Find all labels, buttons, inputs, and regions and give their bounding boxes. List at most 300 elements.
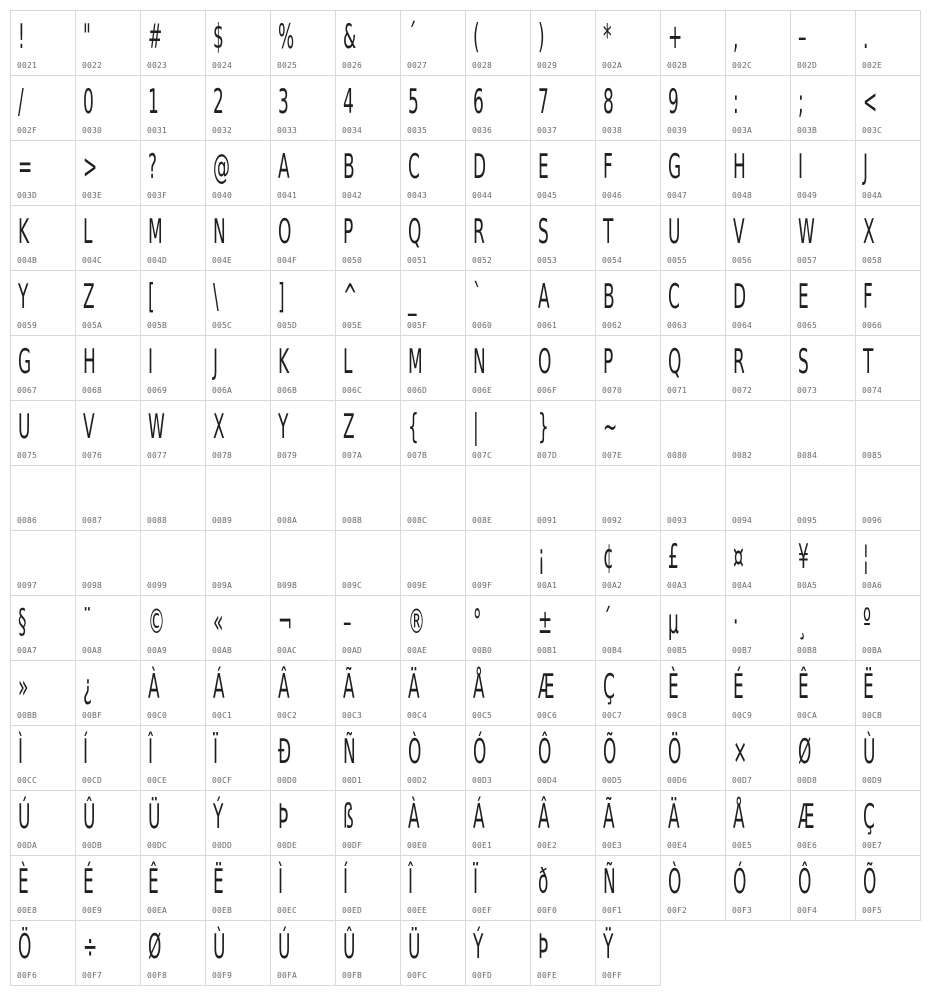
- glyph-cell: [530, 595, 596, 661]
- glyph-code-label: 007B: [407, 451, 428, 460]
- glyph-code-label: 0098: [82, 581, 103, 590]
- glyph-sample: `: [473, 277, 482, 317]
- glyph-sample: W: [148, 407, 165, 447]
- glyph-cell: [335, 790, 401, 856]
- glyph-cell: [660, 530, 726, 596]
- glyph-sample: ¸: [798, 602, 807, 642]
- glyph-cell: [595, 660, 661, 726]
- glyph-code-label: 0045: [537, 191, 558, 200]
- glyph-cell: [465, 530, 531, 596]
- glyph-cell: [790, 725, 856, 791]
- glyph-sample: C: [668, 277, 680, 317]
- glyph-cell: [270, 790, 336, 856]
- glyph-code-label: 003F: [147, 191, 168, 200]
- glyph-sample: Ô: [538, 732, 552, 772]
- glyph-sample: @: [213, 147, 230, 187]
- glyph-cell: [400, 140, 466, 206]
- glyph-code-label: 0047: [667, 191, 688, 200]
- glyph-cell: [335, 270, 401, 336]
- glyph-code-label: 00A3: [667, 581, 688, 590]
- glyph-code-label: 00EF: [472, 906, 493, 915]
- glyph-cell: [660, 400, 726, 466]
- glyph-sample: Ç: [863, 797, 875, 837]
- glyph-code-label: 0039: [667, 126, 688, 135]
- glyph-code-label: 007C: [472, 451, 493, 460]
- glyph-code-label: 0032: [212, 126, 233, 135]
- glyph-code-label: 006E: [472, 386, 493, 395]
- glyph-cell: [725, 465, 791, 531]
- glyph-sample: Ü: [148, 797, 161, 837]
- glyph-code-label: 0093: [667, 516, 688, 525]
- glyph-cell: [205, 400, 271, 466]
- glyph-sample: Ô: [798, 862, 812, 902]
- glyph-sample: Ä: [668, 797, 680, 837]
- glyph-sample: >: [83, 147, 98, 187]
- glyph-code-label: 0095: [797, 516, 818, 525]
- glyph-code-label: 00A1: [537, 581, 558, 590]
- glyph-sample: }: [538, 407, 549, 447]
- glyph-cell: [335, 140, 401, 206]
- glyph-sample: «: [213, 602, 224, 642]
- glyph-code-label: 0075: [17, 451, 38, 460]
- glyph-cell: [400, 10, 466, 76]
- glyph-code-label: 003A: [732, 126, 753, 135]
- glyph-sample: #: [148, 17, 163, 57]
- glyph-sample: ´: [603, 602, 612, 642]
- glyph-cell: [530, 855, 596, 921]
- glyph-code-label: 0057: [797, 256, 818, 265]
- glyph-cell: [660, 75, 726, 141]
- glyph-sample: ¬: [278, 602, 293, 642]
- glyph-code-label: 0077: [147, 451, 168, 460]
- glyph-sample: N: [473, 342, 486, 382]
- glyph-code-label: 00F3: [732, 906, 753, 915]
- glyph-code-label: 00B4: [602, 646, 623, 655]
- glyph-cell: [855, 10, 921, 76]
- glyph-sample: Ê: [148, 862, 159, 902]
- glyph-sample: ð: [538, 862, 549, 902]
- glyph-cell: [530, 335, 596, 401]
- glyph-code-label: 00BB: [17, 711, 38, 720]
- glyph-sample: ´: [408, 17, 417, 57]
- glyph-cell: [725, 725, 791, 791]
- glyph-code-label: 00D9: [862, 776, 883, 785]
- glyph-sample: H: [83, 342, 96, 382]
- glyph-code-label: 0056: [732, 256, 753, 265]
- glyph-code-label: 0082: [732, 451, 753, 460]
- glyph-sample: Ï: [473, 862, 479, 902]
- glyph-cell: [855, 270, 921, 336]
- glyph-cell: [75, 465, 141, 531]
- glyph-cell: [205, 920, 271, 986]
- glyph-code-label: 0078: [212, 451, 233, 460]
- glyph-cell: [595, 140, 661, 206]
- glyph-cell: [530, 920, 596, 986]
- glyph-sample: H: [733, 147, 746, 187]
- glyph-sample: Y: [278, 407, 289, 447]
- glyph-code-label: 00D0: [277, 776, 298, 785]
- glyph-cell: [270, 920, 336, 986]
- glyph-sample: Õ: [863, 862, 877, 902]
- glyph-cell: [270, 855, 336, 921]
- glyph-code-label: 0061: [537, 321, 558, 330]
- glyph-sample: ÷: [83, 927, 98, 967]
- glyph-code-label: 002B: [667, 61, 688, 70]
- glyph-sample: Ì: [278, 862, 284, 902]
- glyph-code-label: 00FE: [537, 971, 558, 980]
- glyph-cell: [270, 270, 336, 336]
- glyph-code-label: 00AC: [277, 646, 298, 655]
- glyph-cell: [660, 725, 726, 791]
- glyph-cell: [400, 790, 466, 856]
- glyph-code-label: 0054: [602, 256, 623, 265]
- glyph-code-label: 00B1: [537, 646, 558, 655]
- glyph-cell: [660, 595, 726, 661]
- glyph-sample: Ë: [863, 667, 874, 707]
- glyph-sample: F: [863, 277, 873, 317]
- glyph-cell: [10, 855, 76, 921]
- glyph-sample: U: [18, 407, 31, 447]
- glyph-code-label: 0023: [147, 61, 168, 70]
- glyph-cell: [465, 140, 531, 206]
- glyph-cell: [335, 75, 401, 141]
- glyph-cell: [660, 660, 726, 726]
- glyph-cell: [205, 595, 271, 661]
- glyph-code-label: 0041: [277, 191, 298, 200]
- glyph-code-label: 00B8: [797, 646, 818, 655]
- glyph-cell: [270, 140, 336, 206]
- glyph-cell: [335, 660, 401, 726]
- glyph-cell: [725, 530, 791, 596]
- glyph-cell: [10, 595, 76, 661]
- glyph-sample: D: [733, 277, 747, 317]
- glyph-cell: [465, 400, 531, 466]
- glyph-code-label: 00E9: [82, 906, 103, 915]
- glyph-cell: [205, 140, 271, 206]
- glyph-code-label: 0046: [602, 191, 623, 200]
- glyph-sample: T: [603, 212, 614, 252]
- glyph-cell: [595, 920, 661, 986]
- glyph-cell: [725, 400, 791, 466]
- glyph-cell: [10, 465, 76, 531]
- glyph-cell: [790, 855, 856, 921]
- glyph-cell: [10, 725, 76, 791]
- glyph-sample: 2: [213, 82, 224, 122]
- glyph-code-label: 009C: [342, 581, 363, 590]
- glyph-cell: [790, 790, 856, 856]
- glyph-cell: [75, 725, 141, 791]
- glyph-code-label: 0084: [797, 451, 818, 460]
- glyph-cell: [400, 75, 466, 141]
- glyph-cell: [335, 595, 401, 661]
- glyph-code-label: 005B: [147, 321, 168, 330]
- glyph-sample: [: [148, 277, 155, 317]
- glyph-cell: [595, 725, 661, 791]
- glyph-sample: ?: [148, 147, 158, 187]
- glyph-cell: [595, 75, 661, 141]
- glyph-cell: [595, 205, 661, 271]
- glyph-code-label: 0088: [147, 516, 168, 525]
- glyph-cell: [790, 75, 856, 141]
- glyph-code-label: 00FB: [342, 971, 363, 980]
- glyph-cell: [790, 205, 856, 271]
- glyph-code-label: 006B: [277, 386, 298, 395]
- glyph-cell: [530, 660, 596, 726]
- glyph-sample: K: [278, 342, 290, 382]
- glyph-cell: [855, 660, 921, 726]
- glyph-cell: [205, 465, 271, 531]
- glyph-sample: R: [473, 212, 485, 252]
- glyph-sample: 7: [538, 82, 549, 122]
- glyph-cell: [595, 595, 661, 661]
- glyph-code-label: 00AB: [212, 646, 233, 655]
- glyph-cell: [75, 205, 141, 271]
- glyph-sample: *: [603, 17, 612, 57]
- glyph-code-label: 002D: [797, 61, 818, 70]
- glyph-sample: ": [83, 17, 91, 57]
- glyph-sample: £: [668, 537, 679, 577]
- glyph-sample: Ö: [18, 927, 32, 967]
- glyph-code-label: 0042: [342, 191, 363, 200]
- glyph-cell: [75, 595, 141, 661]
- glyph-cell: [400, 400, 466, 466]
- glyph-sample: Ú: [278, 927, 291, 967]
- glyph-sample: L: [343, 342, 353, 382]
- glyph-sample: O: [278, 212, 292, 252]
- glyph-sample: ¦: [863, 537, 869, 577]
- glyph-code-label: 00CC: [17, 776, 38, 785]
- glyph-sample: G: [18, 342, 32, 382]
- glyph-cell: [10, 660, 76, 726]
- glyph-sample: V: [83, 407, 95, 447]
- glyph-code-label: 0025: [277, 61, 298, 70]
- glyph-cell: [530, 140, 596, 206]
- glyph-cell: [530, 725, 596, 791]
- glyph-cell: [140, 205, 206, 271]
- glyph-cell: [270, 205, 336, 271]
- glyph-cell: [530, 270, 596, 336]
- glyph-cell: [855, 205, 921, 271]
- glyph-sample: Á: [473, 797, 485, 837]
- glyph-code-label: 00F2: [667, 906, 688, 915]
- glyph-code-label: 002F: [17, 126, 38, 135]
- glyph-code-label: 0058: [862, 256, 883, 265]
- glyph-sample: J: [213, 342, 219, 382]
- glyph-cell: [790, 10, 856, 76]
- glyph-code-label: 0087: [82, 516, 103, 525]
- glyph-code-label: 008B: [342, 516, 363, 525]
- glyph-sample: Ø: [148, 927, 162, 967]
- glyph-code-label: 0044: [472, 191, 493, 200]
- glyph-cell: [660, 790, 726, 856]
- glyph-cell: [10, 10, 76, 76]
- glyph-code-label: 0064: [732, 321, 753, 330]
- glyph-code-label: 0062: [602, 321, 623, 330]
- glyph-code-label: 0037: [537, 126, 558, 135]
- glyph-sample: Â: [278, 667, 290, 707]
- glyph-code-label: 00DB: [82, 841, 103, 850]
- glyph-cell: [270, 530, 336, 596]
- glyph-sample: Ä: [408, 667, 420, 707]
- glyph-sample: À: [148, 667, 160, 707]
- glyph-cell: [725, 660, 791, 726]
- glyph-cell: [725, 205, 791, 271]
- glyph-cell: [205, 660, 271, 726]
- glyph-cell: [465, 10, 531, 76]
- glyph-sample: ¨: [83, 602, 92, 642]
- glyph-cell: [335, 725, 401, 791]
- glyph-cell: [335, 335, 401, 401]
- glyph-sample: U: [668, 212, 681, 252]
- glyph-code-label: 003B: [797, 126, 818, 135]
- glyph-code-label: 003D: [17, 191, 38, 200]
- glyph-sample: –: [343, 602, 352, 642]
- glyph-code-label: 00B0: [472, 646, 493, 655]
- glyph-sample: Å: [733, 797, 745, 837]
- glyph-code-label: 006A: [212, 386, 233, 395]
- glyph-code-label: 00F9: [212, 971, 233, 980]
- glyph-sample: J: [863, 147, 869, 187]
- glyph-sample: ,: [733, 17, 739, 57]
- glyph-sample: P: [343, 212, 354, 252]
- glyph-code-label: 00B5: [667, 646, 688, 655]
- glyph-cell: [10, 335, 76, 401]
- glyph-cell: [790, 530, 856, 596]
- glyph-cell: [465, 920, 531, 986]
- glyph-code-label: 006D: [407, 386, 428, 395]
- glyph-code-label: 00AE: [407, 646, 428, 655]
- glyph-code-label: 005C: [212, 321, 233, 330]
- glyph-cell: [10, 400, 76, 466]
- glyph-cell: [530, 75, 596, 141]
- glyph-code-label: 009B: [277, 581, 298, 590]
- glyph-cell: [75, 270, 141, 336]
- glyph-code-label: 0068: [82, 386, 103, 395]
- glyph-sample: Ì: [18, 732, 24, 772]
- glyph-sample: N: [213, 212, 226, 252]
- glyph-sample: Æ: [538, 667, 555, 707]
- glyph-code-label: 00CA: [797, 711, 818, 720]
- glyph-sample: \: [213, 277, 219, 317]
- glyph-cell: [140, 10, 206, 76]
- glyph-code-label: 0043: [407, 191, 428, 200]
- glyph-sample: K: [18, 212, 30, 252]
- glyph-code-label: 00C3: [342, 711, 363, 720]
- glyph-cell: [595, 855, 661, 921]
- glyph-sample: L: [83, 212, 93, 252]
- glyph-sample: º: [863, 602, 872, 642]
- glyph-code-label: 00F8: [147, 971, 168, 980]
- glyph-code-label: 00CF: [212, 776, 233, 785]
- glyph-cell: [140, 855, 206, 921]
- glyph-code-label: 0067: [17, 386, 38, 395]
- glyph-sample: Q: [668, 342, 682, 382]
- glyph-sample: Ë: [213, 862, 224, 902]
- glyph-code-label: 00CE: [147, 776, 168, 785]
- glyph-code-label: 008C: [407, 516, 428, 525]
- glyph-code-label: 0091: [537, 516, 558, 525]
- glyph-sample: ¡: [538, 537, 545, 577]
- glyph-code-label: 00CB: [862, 711, 883, 720]
- glyph-cell: [140, 75, 206, 141]
- glyph-cell: [660, 465, 726, 531]
- glyph-code-label: 0071: [667, 386, 688, 395]
- glyph-code-label: 00C8: [667, 711, 688, 720]
- glyph-code-label: 00C2: [277, 711, 298, 720]
- glyph-cell: [75, 335, 141, 401]
- glyph-sample: O: [538, 342, 552, 382]
- glyph-cell: [140, 465, 206, 531]
- glyph-cell: [660, 140, 726, 206]
- glyph-code-label: 00A4: [732, 581, 753, 590]
- glyph-code-label: 002E: [862, 61, 883, 70]
- glyph-cell: [335, 465, 401, 531]
- glyph-cell: [465, 660, 531, 726]
- glyph-cell: [855, 335, 921, 401]
- glyph-sample: Ö: [668, 732, 682, 772]
- glyph-code-label: 0066: [862, 321, 883, 330]
- glyph-cell: [400, 920, 466, 986]
- glyph-sample: 9: [668, 82, 679, 122]
- glyph-cell: [725, 595, 791, 661]
- glyph-cell: [725, 855, 791, 921]
- glyph-cell: [205, 335, 271, 401]
- glyph-sample: ×: [733, 732, 748, 772]
- glyph-cell: [855, 400, 921, 466]
- glyph-code-label: 00C1: [212, 711, 233, 720]
- glyph-code-label: 00A9: [147, 646, 168, 655]
- glyph-cell: [855, 530, 921, 596]
- glyph-cell: [140, 270, 206, 336]
- glyph-code-label: 00DC: [147, 841, 168, 850]
- glyph-sample: ~: [603, 407, 618, 447]
- glyph-code-label: 005A: [82, 321, 103, 330]
- glyph-cell: [400, 660, 466, 726]
- glyph-sample: Q: [408, 212, 422, 252]
- glyph-cell: [140, 920, 206, 986]
- glyph-sample: S: [538, 212, 549, 252]
- glyph-sample: Ã: [343, 667, 355, 707]
- glyph-cell: [400, 595, 466, 661]
- glyph-code-label: 0024: [212, 61, 233, 70]
- glyph-code-label: 00E3: [602, 841, 623, 850]
- glyph-sample: T: [863, 342, 874, 382]
- glyph-code-label: 0080: [667, 451, 688, 460]
- glyph-sample: B: [343, 147, 355, 187]
- glyph-sample: S: [798, 342, 809, 382]
- glyph-cell: [400, 855, 466, 921]
- glyph-code-label: 0072: [732, 386, 753, 395]
- glyph-cell: [400, 530, 466, 596]
- glyph-cell: [530, 530, 596, 596]
- glyph-sample: Ó: [733, 862, 747, 902]
- glyph-code-label: 00F1: [602, 906, 623, 915]
- glyph-code-label: 0027: [407, 61, 428, 70]
- glyph-sample: ;: [798, 82, 804, 122]
- glyph-code-label: 00ED: [342, 906, 363, 915]
- glyph-sample: !: [18, 17, 25, 57]
- glyph-cell: [335, 400, 401, 466]
- glyph-sample: Ý: [213, 797, 224, 837]
- glyph-code-label: 00E7: [862, 841, 883, 850]
- glyph-sample: ¢: [603, 537, 614, 577]
- glyph-cell: [270, 595, 336, 661]
- glyph-code-label: 00BF: [82, 711, 103, 720]
- glyph-cell: [660, 855, 726, 921]
- glyph-sample: Ò: [668, 862, 682, 902]
- glyph-cell: [855, 75, 921, 141]
- glyph-sample: À: [408, 797, 420, 837]
